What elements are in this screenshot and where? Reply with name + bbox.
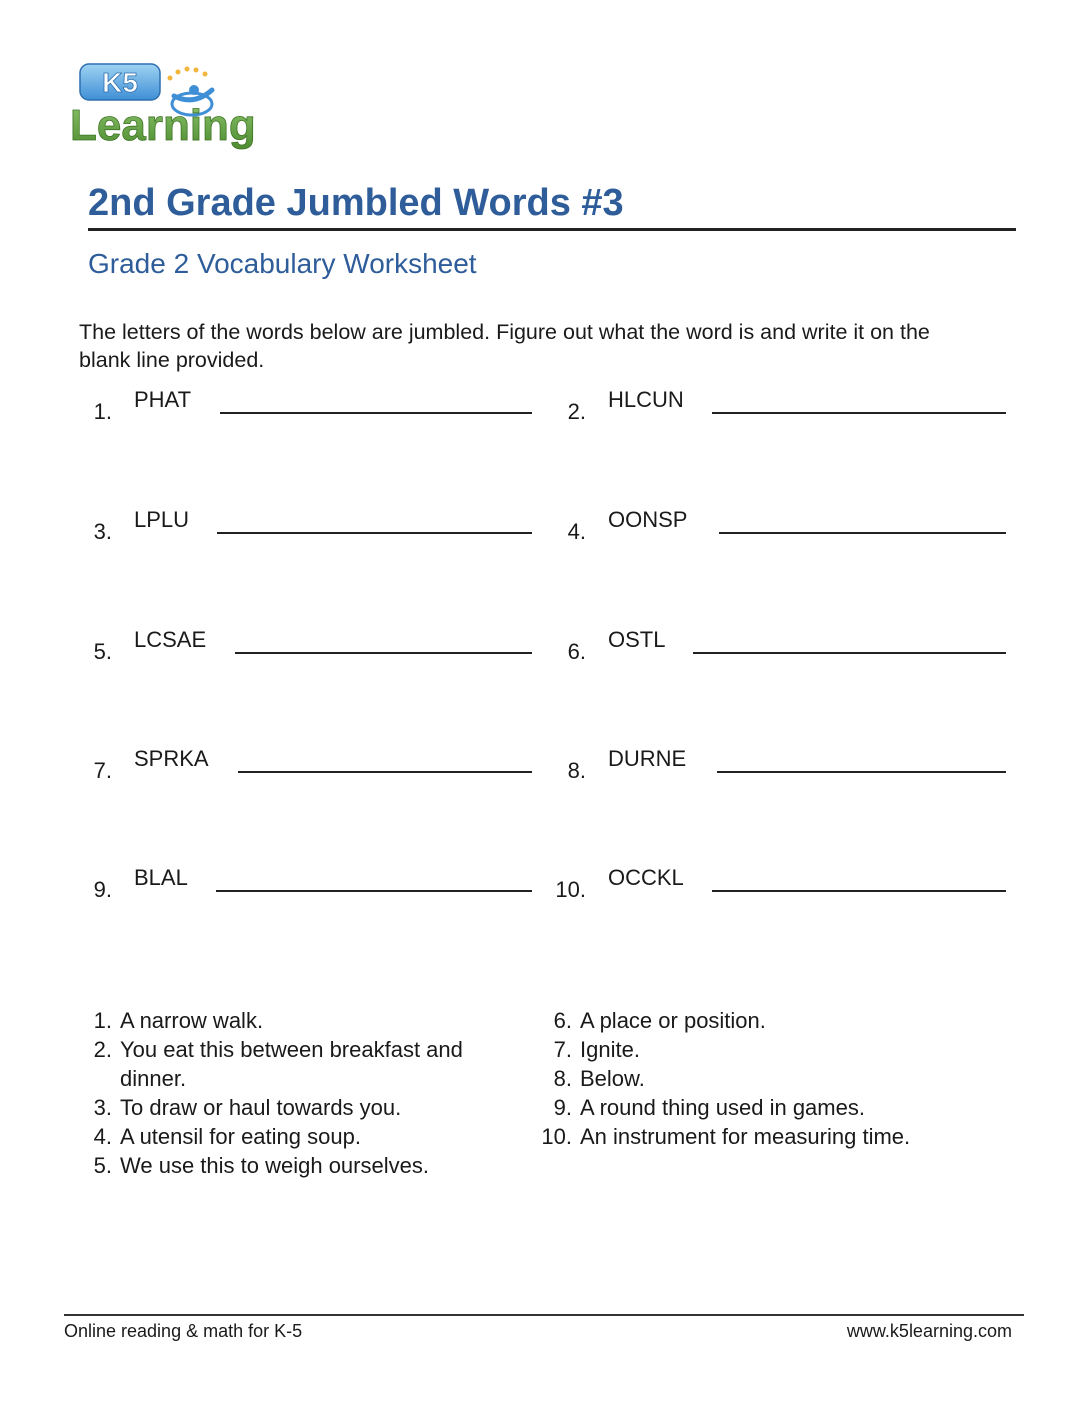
clue-item <box>62 1093 532 1122</box>
question-number: 6. <box>567 639 586 664</box>
clue-item <box>522 1064 1002 1093</box>
question-number: 4. <box>567 519 586 544</box>
clue-item <box>522 1006 1002 1035</box>
clue-text: An instrument for measuring time. <box>580 1124 911 1149</box>
clue-number: 10. <box>541 1124 572 1149</box>
clue-number: 6. <box>553 1008 572 1033</box>
clue-text: You eat this between breakfast and dinner. <box>120 1037 463 1091</box>
clue-item <box>522 1035 1002 1064</box>
question-number: 1. <box>93 399 112 424</box>
clue-number: 2. <box>93 1037 112 1062</box>
answer-line[interactable] <box>719 532 1006 534</box>
answer-line[interactable] <box>712 890 1006 892</box>
jumbled-word: OSTL <box>608 627 666 652</box>
answer-line[interactable] <box>216 890 532 892</box>
clue-list-left <box>62 1006 532 1180</box>
jumbled-word: BLAL <box>134 865 188 890</box>
jumbled-word: OONSP <box>608 507 688 532</box>
answer-line[interactable] <box>712 412 1006 414</box>
clue-text: Below. <box>580 1066 645 1091</box>
clue-item <box>62 1122 532 1151</box>
clue-text: A utensil for eating soup. <box>120 1124 361 1149</box>
clue-number: 1. <box>93 1008 112 1033</box>
clue-text: We use this to weigh ourselves. <box>120 1153 429 1178</box>
logo-badge-text: K5 <box>102 67 138 98</box>
question-number: 10. <box>555 877 586 902</box>
instructions: The letters of the words below are jumbled. Figure out what the word is and write it on the blank line provided. <box>79 320 930 372</box>
clue-text: Ignite. <box>580 1037 640 1062</box>
footer-website-link[interactable]: www.k5learning.com <box>846 1321 1012 1341</box>
clue-item <box>522 1122 1002 1151</box>
star-arc-icon <box>168 67 208 81</box>
clue-number: 9. <box>553 1095 572 1120</box>
answer-line[interactable] <box>220 412 532 414</box>
jumbled-word: LPLU <box>134 507 190 532</box>
worksheet-subtitle: Grade 2 Vocabulary Worksheet <box>88 248 477 279</box>
clue-item <box>522 1093 1002 1122</box>
question-number: 3. <box>93 519 112 544</box>
answer-line[interactable] <box>717 771 1006 773</box>
clue-text: A narrow walk. <box>120 1008 264 1033</box>
jumbled-word: SPRKA <box>134 746 209 771</box>
logo-wordmark: Learning <box>70 101 256 150</box>
question-number: 5. <box>93 639 112 664</box>
jumbled-word: OCCKL <box>608 865 684 890</box>
jumbled-word: LCSAE <box>134 627 207 652</box>
clue-number: 3. <box>93 1095 112 1120</box>
question-number: 8. <box>567 758 586 783</box>
k5-learning-logo <box>66 60 271 152</box>
clue-number: 5. <box>93 1153 112 1178</box>
title-underline <box>88 228 1016 231</box>
question-number: 9. <box>93 877 112 902</box>
clue-text: A place or position. <box>580 1008 766 1033</box>
jumbled-word: HLCUN <box>608 387 684 412</box>
logo-graphic <box>66 60 271 152</box>
clue-item <box>62 1151 532 1180</box>
question-number: 2. <box>567 399 586 424</box>
clue-number: 7. <box>553 1037 572 1062</box>
question-number: 7. <box>93 758 112 783</box>
answer-line[interactable] <box>238 771 532 773</box>
clue-number: 8. <box>553 1066 572 1091</box>
answer-line[interactable] <box>693 652 1006 654</box>
clue-list-right <box>522 1006 1002 1151</box>
clue-item <box>62 1006 532 1035</box>
clue-text: A round thing used in games. <box>580 1095 865 1120</box>
clue-item <box>62 1035 532 1093</box>
footer-tagline: Online reading & math for K-5 <box>64 1321 303 1341</box>
jumbled-word: DURNE <box>608 746 687 771</box>
worksheet-title: 2nd Grade Jumbled Words #3 <box>88 182 624 224</box>
clue-text: To draw or haul towards you. <box>120 1095 402 1120</box>
footer-divider <box>64 1314 1024 1316</box>
answer-line[interactable] <box>235 652 532 654</box>
clue-number: 4. <box>93 1124 112 1149</box>
answer-line[interactable] <box>217 532 532 534</box>
jumbled-word: PHAT <box>134 387 192 412</box>
